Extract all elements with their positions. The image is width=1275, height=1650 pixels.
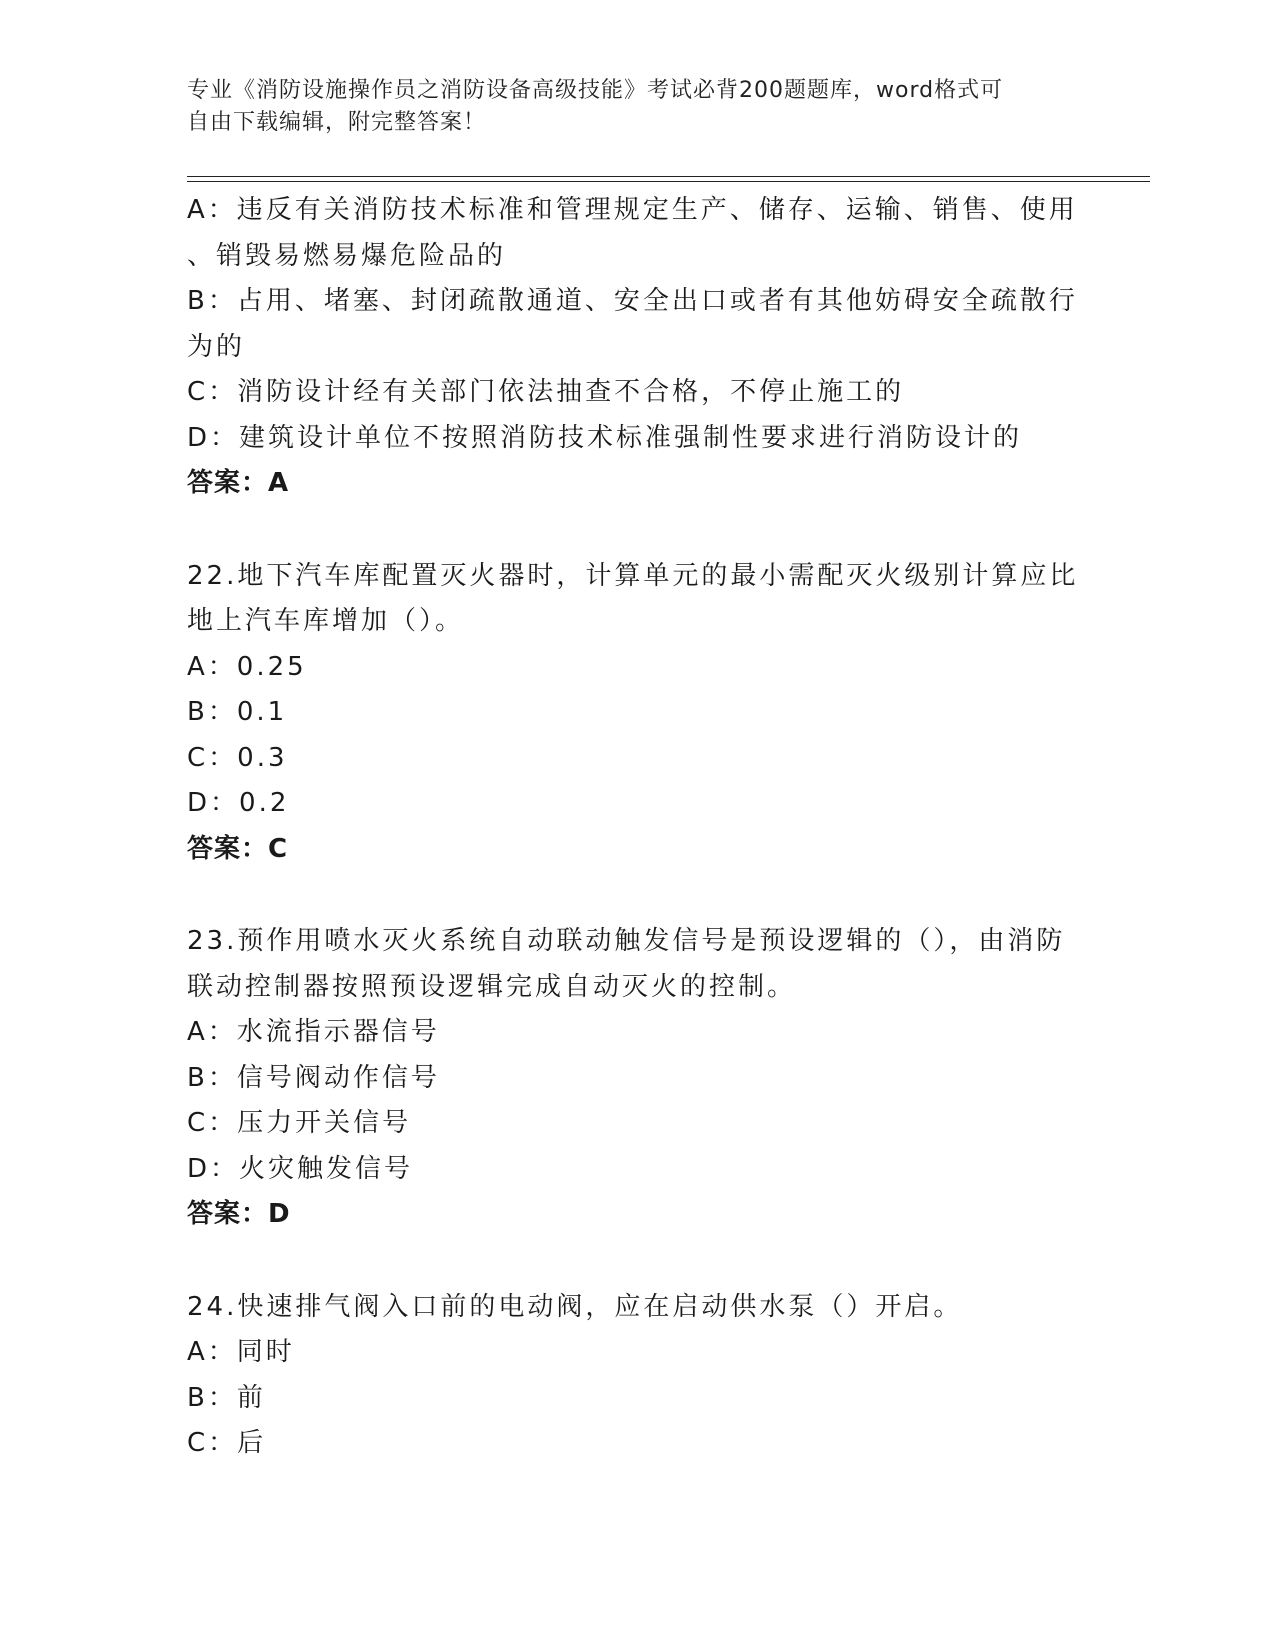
question-stem: 地上汽车库增加（）。	[187, 606, 465, 636]
answer-line: 答案：C	[187, 833, 289, 864]
option-b: B：前	[187, 1382, 266, 1413]
option-line: C：消防设计经有关部门依法抽查不合格，不停止施工的	[187, 377, 905, 407]
option-c: C：后	[187, 1428, 267, 1458]
answer-line: 答案：D	[187, 1199, 291, 1229]
question-spacer	[187, 872, 1087, 919]
option-line: A：违反有关消防技术标准和管理规定生产、储存、运输、销售、使用	[187, 195, 1078, 225]
question-21	[187, 188, 1087, 507]
option-d: D：0.2	[187, 788, 290, 818]
option-line: 、销毁易燃易爆危险品的	[187, 240, 507, 271]
question-stem: 联动控制器按照预设逻辑完成自动灭火的控制。	[187, 971, 797, 1002]
option-a: A：水流指示器信号	[187, 1017, 440, 1047]
option-c: C：压力开关信号	[187, 1108, 412, 1138]
answer-line: 答案：A	[187, 468, 290, 498]
option-line: B：占用、堵塞、封闭疏散通道、安全出口或者有其他妨碍安全疏散行	[187, 286, 1078, 316]
option-b: B：信号阀动作信号	[187, 1062, 440, 1093]
question-23	[187, 919, 1087, 1238]
question-stem: 24.快速排气阀入口前的电动阀，应在启动供水泵（）开启。	[187, 1291, 963, 1322]
question-list	[187, 188, 1087, 1467]
header-line-1: 专业《消防设施操作员之消防设备高级技能》考试必背200题题库，word格式可	[187, 78, 1004, 103]
option-b: B：0.1	[187, 697, 288, 727]
question-stem: 22.地下汽车库配置灭火器时，计算单元的最小需配灭火级别计算应比	[187, 560, 1079, 591]
page-header	[187, 75, 1067, 139]
header-divider	[187, 176, 1150, 182]
question-stem: 23.预作用喷水灭火系统自动联动触发信号是预设逻辑的（），由消防	[187, 926, 1066, 956]
option-a: A：0.25	[187, 651, 307, 682]
option-d: D：火灾触发信号	[187, 1153, 414, 1184]
question-spacer	[187, 507, 1087, 554]
question-22	[187, 554, 1087, 873]
question-spacer	[187, 1238, 1087, 1285]
option-line: D：建筑设计单位不按照消防技术标准强制性要求进行消防设计的	[187, 422, 1023, 453]
question-24	[187, 1285, 1087, 1467]
header-line-2: 自由下载编辑，附完整答案！	[187, 110, 487, 135]
option-c: C：0.3	[187, 742, 288, 773]
option-line: 为的	[187, 331, 246, 362]
option-a: A：同时	[187, 1337, 295, 1367]
